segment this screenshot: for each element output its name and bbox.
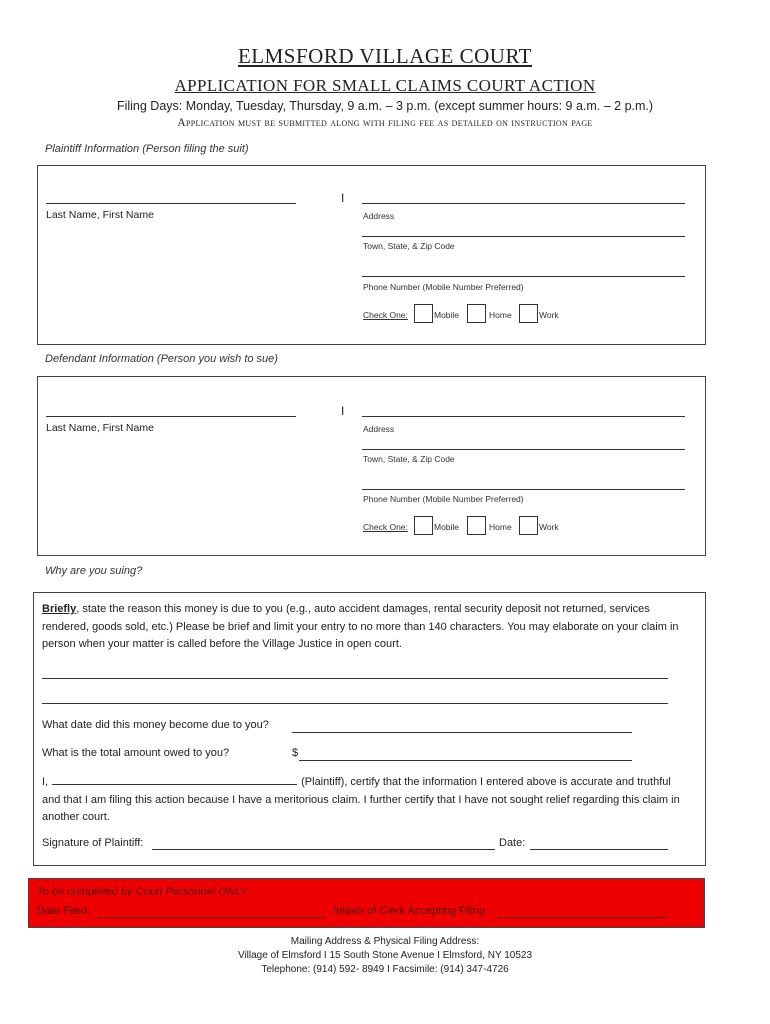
signature-date-field[interactable] (530, 849, 668, 850)
date-filed-label: Date Filed: (37, 905, 91, 917)
defendant-name-label: Last Name, First Name (46, 422, 154, 434)
defendant-work-label: Work (539, 522, 559, 532)
claim-instructions-text: , state the reason this money is due to you (e.g., auto accident damages, rental security deposit not returned, services rendered, goods sold, etc.) Please be brief and limit your entry to no more than 140 characters. You may elaborate on your claim in person when your matter is called before the Village Justice in open court. (42, 603, 679, 650)
defendant-box (37, 376, 706, 556)
plaintiff-mobile-label: Mobile (434, 310, 460, 320)
defendant-check-one: Check One: (363, 522, 408, 532)
defendant-work-checkbox[interactable] (519, 516, 538, 535)
plaintiff-certify-name-field[interactable] (52, 773, 297, 785)
defendant-address-field[interactable] (362, 416, 685, 417)
plaintiff-phone-field[interactable] (362, 276, 685, 277)
signature-field[interactable] (152, 849, 495, 850)
plaintiff-home-checkbox[interactable] (467, 304, 486, 323)
form-title: APPLICATION FOR SMALL CLAIMS COURT ACTION (174, 76, 596, 95)
defendant-phone-field[interactable] (362, 489, 685, 490)
plaintiff-home-label: Home (489, 310, 512, 320)
certification (42, 773, 692, 827)
plaintiff-address-label: Address (363, 211, 395, 221)
signature-label: Signature of Plaintiff: (42, 837, 144, 849)
plaintiff-town-field[interactable] (362, 236, 685, 237)
plaintiff-box (37, 165, 706, 345)
clerk-initials-label: Initials of Clerk Accepting Filing: (333, 905, 489, 917)
footer-phone: Telephone: (914) 592- 8949 I Facsimile: (914) 347-4726 (261, 964, 509, 975)
defendant-home-checkbox[interactable] (467, 516, 486, 535)
date-question: What date did this money become due to you? (42, 719, 269, 731)
defendant-phone-label: Phone Number (Mobile Number Preferred) (363, 494, 524, 504)
filing-notice: Application must be submitted along with filing fee as detailed on instruction page (177, 117, 593, 129)
plaintiff-name-label: Last Name, First Name (46, 209, 154, 221)
court-use-box (28, 878, 705, 928)
defendant-name-field[interactable] (46, 416, 296, 417)
plaintiff-mobile-checkbox[interactable] (414, 304, 433, 323)
defendant-town-label: Town, State, & Zip Code (363, 454, 455, 464)
defendant-town-field[interactable] (362, 449, 685, 450)
plaintiff-work-label: Work (539, 310, 559, 320)
separator-bar: I (341, 404, 345, 418)
plaintiff-work-checkbox[interactable] (519, 304, 538, 323)
currency-symbol: $ (292, 747, 299, 759)
filing-days: Filing Days: Monday, Tuesday, Thursday, 9 a.m. – 3 p.m. (except summer hours: 9 a.m. – 2 p.m.) (116, 99, 654, 113)
date-filed-field[interactable] (97, 917, 325, 918)
cert-start: I, (42, 776, 49, 788)
separator-bar: I (341, 191, 345, 205)
claim-reason-line-2[interactable] (42, 703, 668, 704)
plaintiff-check-one: Check One: (363, 310, 408, 320)
footer-address-heading: Mailing Address & Physical Filing Address: (290, 936, 480, 947)
plaintiff-name-field[interactable] (46, 203, 296, 204)
plaintiff-phone-label: Phone Number (Mobile Number Preferred) (363, 282, 524, 292)
claim-section-label: Why are you suing? (45, 565, 143, 577)
cert-rest: (Plaintiff), certify that the information I entered above is accurate and truthful and that I am filing this action because I have a meritorious claim. I further certify that I have not sought relief regarding this claim in another court. (42, 776, 680, 823)
claim-box (33, 592, 706, 866)
court-name: ELMSFORD VILLAGE COURT (237, 44, 533, 68)
amount-question: What is the total amount owed to you? (42, 747, 230, 759)
due-date-field[interactable] (292, 732, 632, 733)
defendant-address-label: Address (363, 424, 395, 434)
signature-date-label: Date: (499, 837, 526, 849)
clerk-initials-field[interactable] (497, 917, 667, 918)
defendant-section-label: Defendant Information (Person you wish to sue) (45, 353, 278, 365)
amount-field[interactable] (299, 760, 632, 761)
plaintiff-town-label: Town, State, & Zip Code (363, 241, 455, 251)
claim-instructions (42, 601, 692, 654)
claim-reason-line-1[interactable] (42, 678, 668, 679)
court-use-heading: To be completed by Court Personnel ONLY: (37, 886, 250, 898)
briefly-label: Briefly (42, 603, 77, 615)
defendant-mobile-checkbox[interactable] (414, 516, 433, 535)
footer-address: Village of Elmsford I 15 South Stone Avenue I Elmsford, NY 10523 (237, 950, 533, 961)
plaintiff-address-field[interactable] (362, 203, 685, 204)
defendant-mobile-label: Mobile (434, 522, 460, 532)
plaintiff-section-label: Plaintiff Information (Person filing the suit) (45, 143, 249, 155)
defendant-home-label: Home (489, 522, 512, 532)
